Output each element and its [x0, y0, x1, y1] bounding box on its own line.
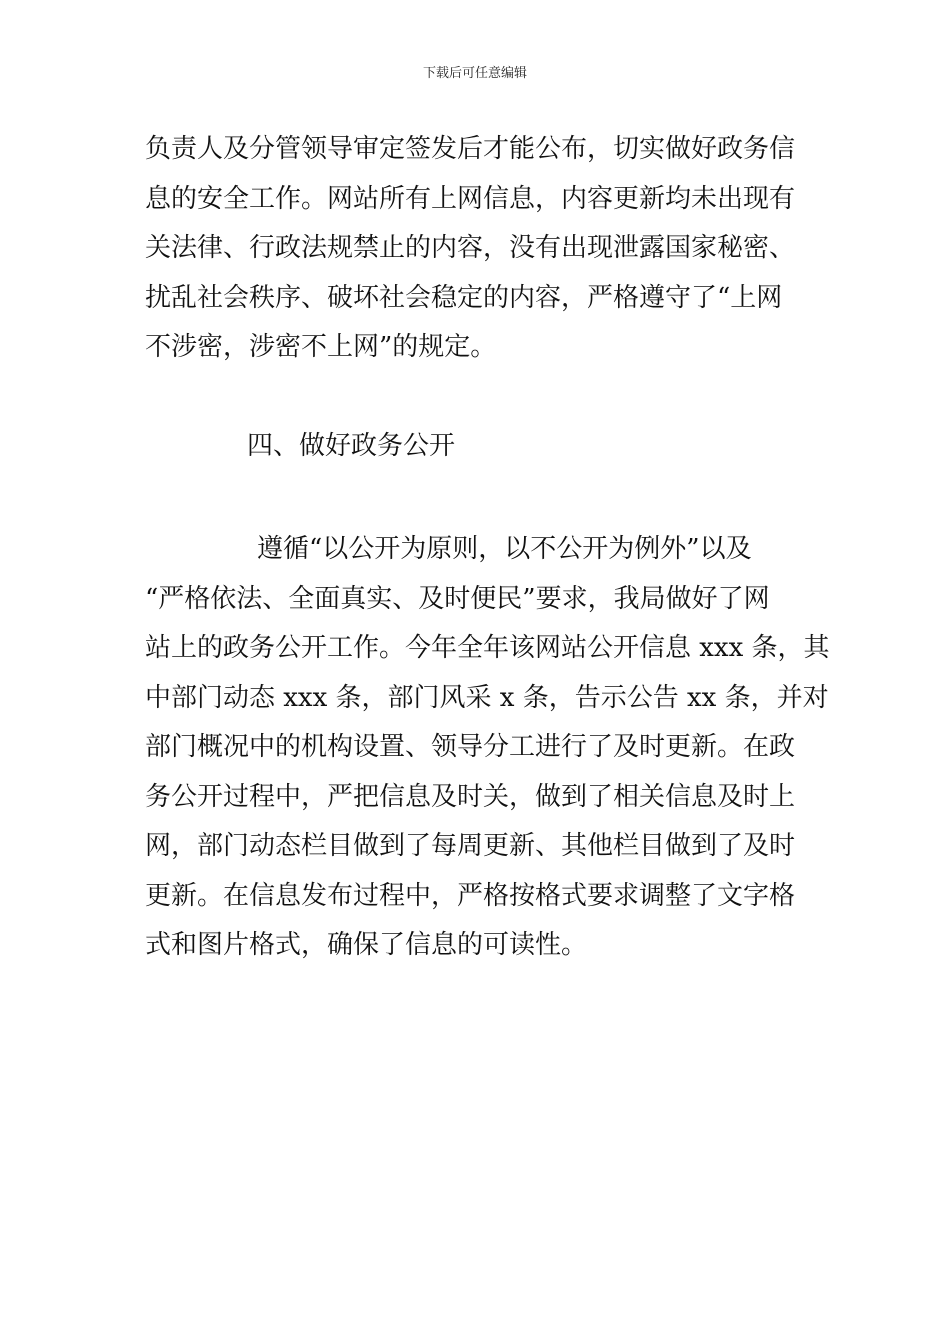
paragraph-disclosure: [145, 525, 830, 971]
paragraph-security: [145, 125, 810, 373]
text-line-content: 遵循“以公开为原则，以不公开为例外”以及: [257, 534, 752, 564]
text-line: 网，部门动态栏目做到了每周更新、其他栏目做到了及时: [145, 831, 796, 861]
text-line-first: [145, 525, 810, 575]
text-line: 关法律、行政法规禁止的内容，没有出现泄露国家秘密、: [145, 233, 796, 263]
text-line: 部门概况中的机构设置、领导分工进行了及时更新。在政: [145, 732, 796, 762]
page-header-note: 下载后可任意编辑: [422, 66, 527, 81]
text-line: 不涉密，涉密不上网”的规定。: [145, 332, 497, 362]
text-line: 中部门动态 xxx 条，部门风采 x 条，告示公告 xx 条，并对: [145, 682, 829, 713]
text-line: 站上的政务公开工作。今年全年该网站公开信息 xxx 条，其: [145, 633, 830, 663]
text-line: 负责人及分管领导审定签发后才能公布，切实做好政务信: [145, 134, 796, 164]
section-heading-4: 四、做好政务公开: [247, 431, 456, 461]
text-line: 务公开过程中，严把信息及时关，做到了相关信息及时上: [145, 781, 796, 812]
text-line: 式和图片格式，确保了信息的可读性。: [145, 930, 588, 960]
text-line: “严格依法、全面真实、及时便民”要求，我局做好了网: [145, 583, 770, 614]
text-line: 息的安全工作。网站所有上网信息，内容更新均未出现有: [145, 183, 796, 214]
text-line: 扰乱社会秩序、破坏社会稳定的内容，严格遵守了“上网: [145, 282, 783, 313]
text-line: 更新。在信息发布过程中，严格按格式要求调整了文字格: [145, 880, 796, 911]
